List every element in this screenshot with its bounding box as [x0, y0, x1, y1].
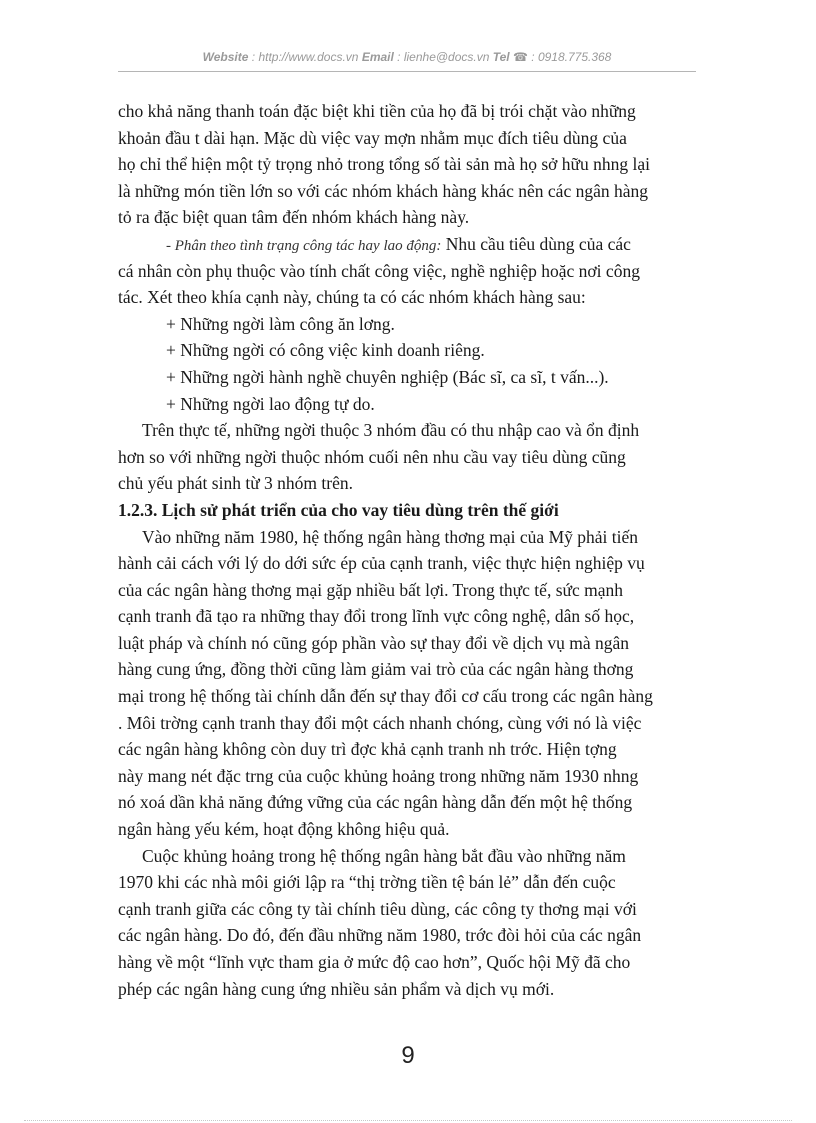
- bullet-item: + Những ngời làm công ăn lơng.: [166, 313, 395, 334]
- classification-lead: - Phân theo tình trạng công tác hay lao động:: [166, 237, 442, 254]
- text-line: mại trong hệ thống tài chính dẫn đến sự thay đổi cơ cấu trong các ngân hàng: [118, 686, 653, 707]
- text-line: các ngân hàng không còn duy trì đợc khả cạnh tranh nh trớc. Hiện tợng: [118, 739, 617, 760]
- bullet-item: + Những ngời hành nghề chuyên nghiệp (Bác sĩ, ca sĩ, t vấn...).: [166, 366, 609, 387]
- text-line: hành cải cách với lý do dới sức ép của cạnh tranh, việc thực hiện nghiệp vụ: [118, 553, 645, 574]
- email-label: Email: [361, 50, 394, 64]
- text-line: ngân hàng yếu kém, hoạt động không hiệu quả.: [118, 819, 450, 840]
- tel-value: ☎ : 0918.775.368: [509, 50, 612, 64]
- footer-divider: [24, 1120, 792, 1121]
- text-line: hàng cung ứng, đồng thời cũng làm giảm vai trò của các ngân hàng thơng: [118, 659, 634, 680]
- header-divider: [118, 71, 696, 72]
- text-line: 1970 khi các nhà môi giới lập ra “thị trờng tiền tệ bán lẻ” dẫn đến cuộc: [118, 872, 616, 893]
- text-line: họ chỉ thể hiện một tỷ trọng nhỏ trong tổng số tài sản mà họ sở hữu nhng lại: [118, 154, 651, 175]
- text-line: nó xoá dần khả năng đứng vững của các ngân hàng dẫn đến một hệ thống: [118, 792, 633, 813]
- page-number: 9: [401, 1042, 415, 1069]
- text-line: Cuộc khủng hoảng trong hệ thống ngân hàng bắt đầu vào những năm: [142, 845, 626, 866]
- text-line: Trên thực tế, những ngời thuộc 3 nhóm đầu có thu nhập cao và ổn định: [142, 420, 640, 441]
- text-line: [118, 231, 696, 258]
- text-line: cạnh tranh đã tạo ra những thay đổi trong lĩnh vực công nghệ, dân số học,: [118, 606, 635, 627]
- text-line: Vào những năm 1980, hệ thống ngân hàng thơng mại của Mỹ phải tiến: [142, 526, 639, 547]
- text-line: cá nhân còn phụ thuộc vào tính chất công việc, nghề nghiệp hoặc nơi công: [118, 260, 640, 281]
- text-line: luật pháp và chính nó cũng góp phần vào sự thay đổi về dịch vụ mà ngân: [118, 632, 630, 653]
- email-value: : lienhe@docs.vn: [393, 50, 493, 64]
- text-line: của các ngân hàng thơng mại gặp nhiều bất lợi. Trong thực tế, sức mạnh: [118, 579, 624, 600]
- text-line: này mang nét đặc trng của cuộc khủng hoảng trong những năm 1930 nhng: [118, 765, 639, 786]
- section-heading: 1.2.3. Lịch sử phát triển của cho vay tiêu dùng trên thế giới: [118, 499, 559, 520]
- text-line: cạnh tranh giữa các công ty tài chính tiêu dùng, các công ty thơng mại với: [118, 898, 637, 919]
- bullet-item: + Những ngời lao động tự do.: [166, 393, 375, 414]
- text-line: tác. Xét theo khía cạnh này, chúng ta có các nhóm khách hàng sau:: [118, 287, 586, 308]
- website-label: Website: [202, 50, 249, 64]
- text-line: khoản đầu t dài hạn. Mặc dù việc vay mợn nhằm mục đích tiêu dùng của: [118, 127, 627, 148]
- text-line: phép các ngân hàng cung ứng nhiều sản phẩm và dịch vụ mới.: [118, 978, 555, 999]
- text-line: hàng về một “lĩnh vực tham gia ở mức độ cao hơn”, Quốc hội Mỹ đã cho: [118, 952, 631, 972]
- text-line: các ngân hàng. Do đó, đến đầu những năm 1980, trớc đòi hỏi của các ngân: [118, 925, 642, 946]
- text-line: tỏ ra đặc biệt quan tâm đến nhóm khách hàng này.: [118, 207, 470, 228]
- text-line: là những món tiền lớn so với các nhóm khách hàng khác nên các ngân hàng: [118, 180, 648, 201]
- text-line: cho khả năng thanh toán đặc biệt khi tiền của họ đã bị trói chặt vào những: [118, 101, 636, 121]
- text-line: hơn so với những ngời thuộc nhóm cuối nên nhu cầu vay tiêu dùng cũng: [118, 446, 626, 467]
- text-line: . Môi trờng cạnh tranh thay đổi một cách nhanh chóng, cùng với nó là việc: [118, 712, 642, 733]
- text-line: chủ yếu phát sinh từ 3 nhóm trên.: [118, 473, 354, 494]
- classification-text: Nhu cầu tiêu dùng của các: [441, 233, 631, 254]
- page-header: [118, 50, 696, 64]
- bullet-item: + Những ngời có công việc kinh doanh riêng.: [166, 340, 485, 361]
- website-value: : http://www.docs.vn: [248, 50, 362, 64]
- document-body: [118, 98, 696, 1002]
- tel-label: Tel: [492, 50, 510, 64]
